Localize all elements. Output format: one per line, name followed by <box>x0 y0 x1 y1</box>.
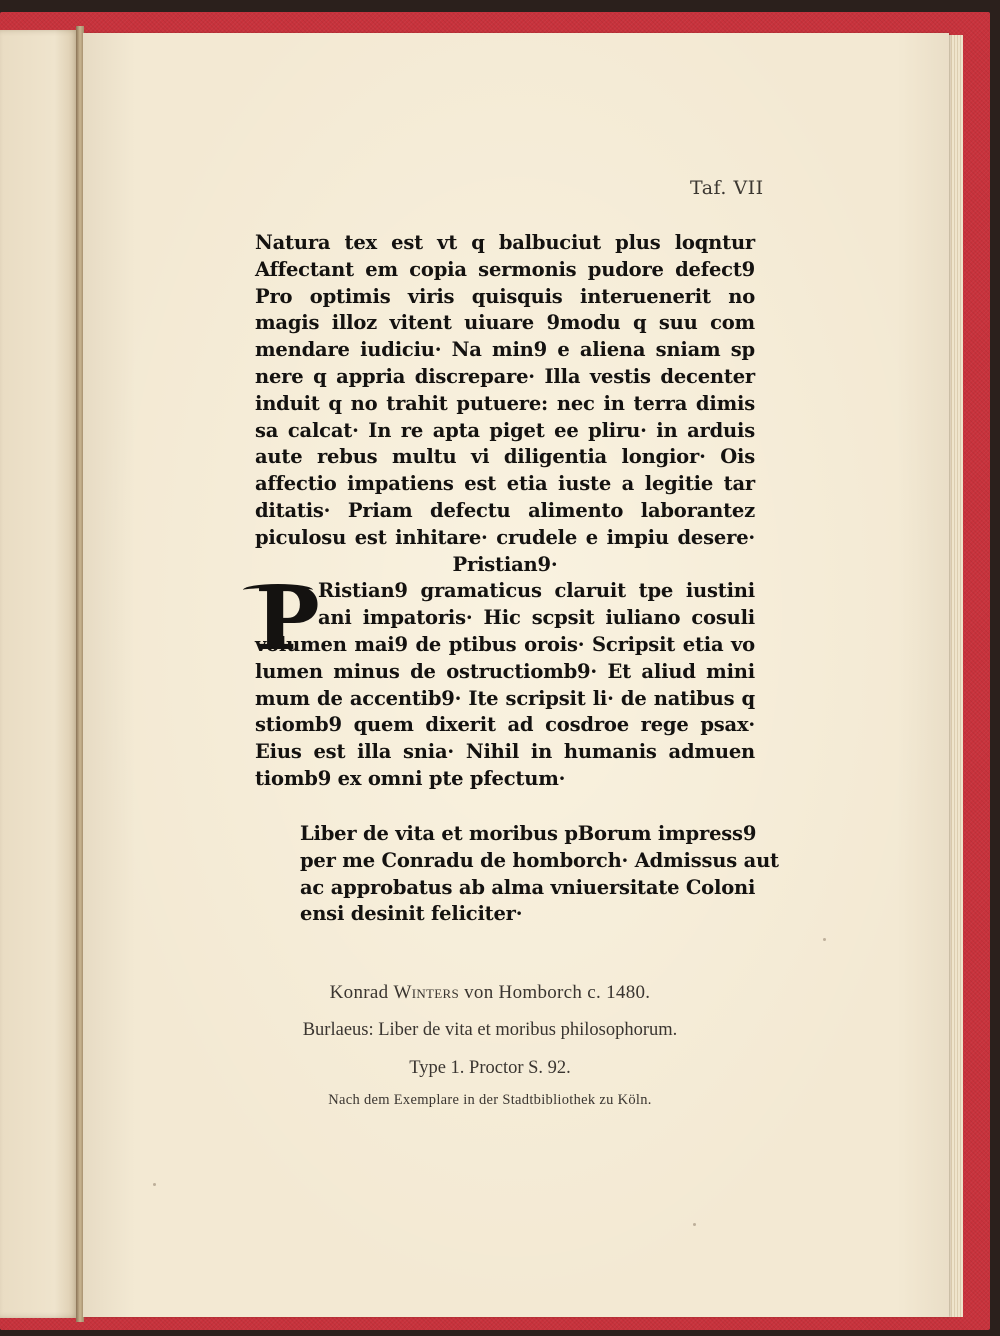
text-line: aute rebus multu vi diligentia longior· Ois <box>255 445 755 469</box>
text-line: magis illoz vitent uiuare 9modu q suu com <box>255 311 755 335</box>
printer-suffix: von Homborch c. 1480. <box>459 982 651 1003</box>
drop-cap-swash <box>243 584 313 596</box>
page-stack-edge <box>949 35 963 1317</box>
printer-prefix: Konrad <box>329 982 394 1003</box>
text-line: affectio impatiens est etia iuste a legitie tar <box>255 472 755 496</box>
type-caption: Type 1. Proctor S. 92. <box>409 1058 571 1078</box>
source-caption: Nach dem Exemplare in der Stadtbibliothek zu Köln. <box>328 1092 652 1108</box>
colophon-block <box>300 821 779 928</box>
printer-caption <box>200 975 780 1011</box>
colophon-line: ac approbatus ab alma vniuersitate Coloni <box>300 875 756 899</box>
text-line: mendare iudiciu· Na min9 e aliena sniam sp <box>255 338 755 362</box>
text-line: Ristian9 gramaticus claruit tpe iustini <box>318 579 755 603</box>
text-line: induit q no trahit putuere: nec in terra dimis <box>255 391 755 415</box>
text-line: sa calcat· In re apta piget ee pliru· in arduis <box>255 418 755 442</box>
left-page-edge <box>0 30 78 1318</box>
colophon-line: per me Conradu de homborch· Admissus aut <box>300 848 779 872</box>
section-heading: Pristian9· <box>452 552 558 576</box>
drop-cap <box>255 569 320 670</box>
text-line: ani impatoris· Hic scpsit iuliano cosuli <box>318 606 755 630</box>
paper-speck <box>693 1223 696 1226</box>
text-line: Pro optimis viris quisquis interuenerit no <box>255 284 755 308</box>
plate-number: Taf. VII <box>690 177 764 199</box>
work-caption: Burlaeus: Liber de vita et moribus philosophorum. <box>302 1020 678 1040</box>
colophon-line: ensi desinit feliciter· <box>300 902 523 926</box>
text-line: Natura tex est vt q balbuciut plus loqntur <box>255 231 755 254</box>
text-line: Affectant em copia sermonis pudore defect9 <box>255 257 755 281</box>
text-line: nere q appria discrepare· Illa vestis decenter <box>255 364 755 388</box>
printer-name: Winters <box>393 982 460 1003</box>
paper-speck <box>153 1183 156 1186</box>
text-line: lumen minus de ostructiomb9· Et aliud mini <box>255 659 755 683</box>
incunable-text-block <box>255 230 755 793</box>
plate-captions <box>200 975 780 1113</box>
colophon-line: Liber de vita et moribus pBorum impress9 <box>300 822 757 845</box>
text-line: volumen mai9 de ptibus orois· Scripsit etia vo <box>255 632 755 656</box>
text-line: stiomb9 quem dixerit ad cosdroe rege psax· <box>255 713 755 737</box>
text-line: tiomb9 ex omni pte pfectum· <box>255 766 566 790</box>
drop-cap-letter: P <box>255 569 320 670</box>
text-line: mum de accentib9· Ite scripsit li· de natibus q <box>255 686 755 710</box>
text-line: ditatis· Priam defectu alimento laborantez <box>255 498 755 522</box>
paper-speck <box>823 938 826 941</box>
text-line: piculosu est inhitare· crudele e impiu desere· <box>255 525 755 549</box>
text-line: Eius est illa snia· Nihil in humanis admuen <box>255 740 755 764</box>
initial-paragraph <box>255 578 755 632</box>
